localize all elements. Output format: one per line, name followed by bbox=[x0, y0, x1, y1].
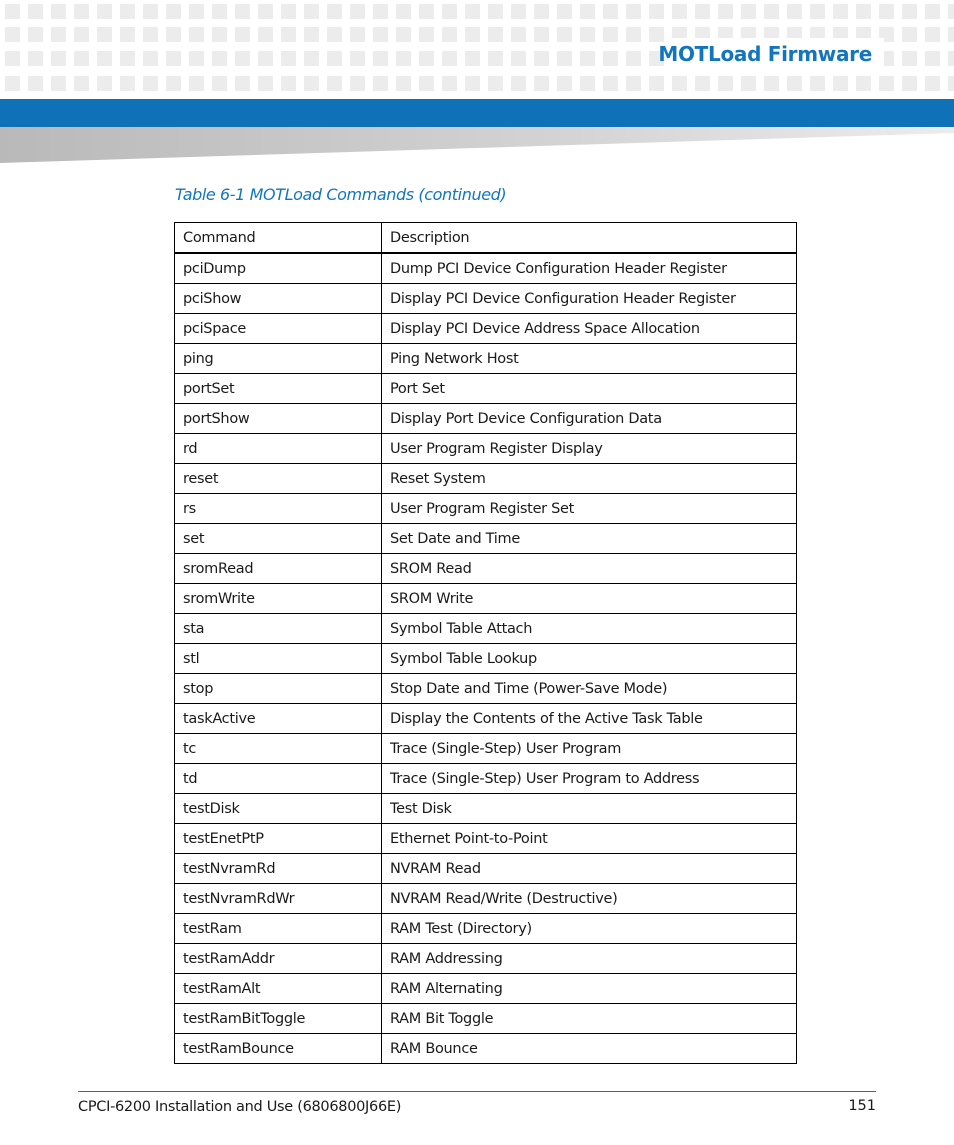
header-pattern-square bbox=[51, 76, 66, 91]
header-pattern-square bbox=[810, 4, 825, 19]
header-pattern-square bbox=[189, 4, 204, 19]
table-row bbox=[175, 614, 797, 644]
header-pattern-square bbox=[304, 27, 319, 42]
header-pattern-square bbox=[948, 51, 954, 66]
header-pattern-square bbox=[511, 27, 526, 42]
header-pattern-square bbox=[810, 76, 825, 91]
header-pattern-square bbox=[672, 4, 687, 19]
description-cell: Test Disk bbox=[382, 794, 797, 824]
header-pattern-square bbox=[281, 76, 296, 91]
header-pattern-square bbox=[212, 76, 227, 91]
description-cell: Set Date and Time bbox=[382, 524, 797, 554]
header-pattern-square bbox=[373, 4, 388, 19]
description-cell: Stop Date and Time (Power-Save Mode) bbox=[382, 674, 797, 704]
header-pattern-square bbox=[534, 27, 549, 42]
header-pattern-square bbox=[695, 76, 710, 91]
table-row bbox=[175, 464, 797, 494]
header-pattern-square bbox=[902, 76, 917, 91]
header-pattern-square bbox=[879, 4, 894, 19]
table-row bbox=[175, 794, 797, 824]
table-body bbox=[175, 253, 797, 1064]
header-pattern-square bbox=[741, 4, 756, 19]
table-row bbox=[175, 554, 797, 584]
table-row bbox=[175, 704, 797, 734]
header-pattern-square bbox=[833, 76, 848, 91]
header-pattern-square bbox=[718, 76, 733, 91]
header-pattern-square bbox=[97, 51, 112, 66]
command-cell: sta bbox=[175, 614, 382, 644]
command-cell: portSet bbox=[175, 374, 382, 404]
header-pattern-square bbox=[189, 51, 204, 66]
table-row bbox=[175, 884, 797, 914]
command-cell: sromWrite bbox=[175, 584, 382, 614]
description-cell: Symbol Table Attach bbox=[382, 614, 797, 644]
header-pattern-square bbox=[672, 76, 687, 91]
header-pattern-square bbox=[419, 4, 434, 19]
header-pattern-square bbox=[143, 27, 158, 42]
table-row bbox=[175, 314, 797, 344]
header-pattern-square bbox=[948, 4, 954, 19]
table-row bbox=[175, 974, 797, 1004]
table-row bbox=[175, 674, 797, 704]
header-pattern-square bbox=[166, 51, 181, 66]
table-header-row bbox=[175, 223, 797, 254]
header-pattern-square bbox=[350, 76, 365, 91]
description-cell: RAM Test (Directory) bbox=[382, 914, 797, 944]
header-pattern-square bbox=[465, 51, 480, 66]
table-row bbox=[175, 764, 797, 794]
header-pattern-square bbox=[419, 51, 434, 66]
header-pattern-square bbox=[557, 51, 572, 66]
command-cell: portShow bbox=[175, 404, 382, 434]
table-row bbox=[175, 824, 797, 854]
table-row bbox=[175, 1034, 797, 1064]
command-cell: testNvramRdWr bbox=[175, 884, 382, 914]
header-pattern-square bbox=[925, 4, 940, 19]
header-blue-band bbox=[0, 99, 954, 127]
header-pattern-square bbox=[74, 76, 89, 91]
table-row bbox=[175, 914, 797, 944]
header-pattern-square bbox=[396, 27, 411, 42]
table-row bbox=[175, 584, 797, 614]
header-pattern-square bbox=[350, 27, 365, 42]
table-row bbox=[175, 434, 797, 464]
header-pattern-square bbox=[120, 4, 135, 19]
header-pattern-square bbox=[97, 27, 112, 42]
command-cell: stop bbox=[175, 674, 382, 704]
header-pattern-square bbox=[948, 76, 954, 91]
header-pattern-square bbox=[534, 51, 549, 66]
header-pattern-square bbox=[212, 51, 227, 66]
table-row bbox=[175, 1004, 797, 1034]
header-pattern-square bbox=[28, 27, 43, 42]
header-pattern-square bbox=[258, 4, 273, 19]
description-cell: NVRAM Read bbox=[382, 854, 797, 884]
command-cell: testRam bbox=[175, 914, 382, 944]
header-pattern-square bbox=[28, 51, 43, 66]
description-cell: RAM Addressing bbox=[382, 944, 797, 974]
header-pattern-square bbox=[327, 4, 342, 19]
table-row bbox=[175, 944, 797, 974]
header-pattern-square bbox=[235, 51, 250, 66]
header-pattern-square bbox=[511, 4, 526, 19]
header-pattern-square bbox=[28, 4, 43, 19]
header-pattern-square bbox=[5, 4, 20, 19]
column-header-description: Description bbox=[382, 223, 797, 254]
header-pattern-square bbox=[465, 4, 480, 19]
header-gray-swoosh bbox=[0, 127, 954, 163]
header-pattern-square bbox=[580, 51, 595, 66]
header-pattern-square bbox=[419, 27, 434, 42]
command-cell: testDisk bbox=[175, 794, 382, 824]
header-pattern-square bbox=[235, 27, 250, 42]
command-cell: tc bbox=[175, 734, 382, 764]
header-pattern-square bbox=[304, 51, 319, 66]
description-cell: Ethernet Point-to-Point bbox=[382, 824, 797, 854]
header-pattern-square bbox=[902, 4, 917, 19]
command-cell: rs bbox=[175, 494, 382, 524]
header-pattern-square bbox=[97, 4, 112, 19]
header-pattern-square bbox=[442, 51, 457, 66]
header-pattern-square bbox=[603, 51, 618, 66]
header-pattern-square bbox=[327, 76, 342, 91]
header-pattern-square bbox=[580, 76, 595, 91]
table-row bbox=[175, 344, 797, 374]
command-cell: sromRead bbox=[175, 554, 382, 584]
table-row bbox=[175, 644, 797, 674]
header-pattern-square bbox=[787, 4, 802, 19]
header-pattern-square bbox=[189, 27, 204, 42]
header-pattern-square bbox=[902, 27, 917, 42]
header-pattern-square bbox=[212, 4, 227, 19]
header-pattern-square bbox=[396, 76, 411, 91]
table-caption: Table 6-1 MOTLoad Commands (continued) bbox=[175, 185, 507, 204]
header-pattern-square bbox=[189, 76, 204, 91]
header-pattern-square bbox=[603, 27, 618, 42]
table-row bbox=[175, 284, 797, 314]
table-row bbox=[175, 494, 797, 524]
header-pattern-square bbox=[304, 4, 319, 19]
header-pattern-square bbox=[74, 27, 89, 42]
header-pattern-square bbox=[580, 27, 595, 42]
command-cell: testRamBitToggle bbox=[175, 1004, 382, 1034]
header-pattern-square bbox=[373, 76, 388, 91]
header-pattern-square bbox=[488, 27, 503, 42]
command-cell: testRamBounce bbox=[175, 1034, 382, 1064]
header-pattern-square bbox=[626, 51, 641, 66]
header-pattern-square bbox=[166, 4, 181, 19]
header-pattern-square bbox=[258, 76, 273, 91]
header-pattern-square bbox=[626, 76, 641, 91]
header-pattern-square bbox=[695, 4, 710, 19]
header-pattern-square bbox=[534, 4, 549, 19]
header-pattern-square bbox=[465, 27, 480, 42]
header-pattern-square bbox=[258, 51, 273, 66]
header-pattern-square bbox=[948, 27, 954, 42]
header-pattern-square bbox=[97, 76, 112, 91]
command-cell: testRamAlt bbox=[175, 974, 382, 1004]
command-cell: pciDump bbox=[175, 253, 382, 284]
header-pattern-square bbox=[557, 4, 572, 19]
description-cell: Trace (Single-Step) User Program bbox=[382, 734, 797, 764]
table-row bbox=[175, 854, 797, 884]
column-header-command: Command bbox=[175, 223, 382, 254]
header-pattern-square bbox=[327, 51, 342, 66]
header-pattern-square bbox=[557, 27, 572, 42]
header-pattern-square bbox=[166, 76, 181, 91]
header-pattern-square bbox=[442, 76, 457, 91]
table-row bbox=[175, 374, 797, 404]
table-row bbox=[175, 404, 797, 434]
header-pattern-square bbox=[120, 27, 135, 42]
page-header-title: MOTLoad Firmware bbox=[658, 42, 872, 66]
header-pattern-square bbox=[281, 27, 296, 42]
header-pattern-square bbox=[258, 27, 273, 42]
header-pattern-square bbox=[833, 4, 848, 19]
description-cell: Symbol Table Lookup bbox=[382, 644, 797, 674]
description-cell: Display PCI Device Address Space Allocation bbox=[382, 314, 797, 344]
header-pattern-square bbox=[856, 76, 871, 91]
header-pattern-square bbox=[465, 76, 480, 91]
header-pattern-square bbox=[327, 27, 342, 42]
description-cell: Dump PCI Device Configuration Header Register bbox=[382, 253, 797, 284]
command-cell: pciSpace bbox=[175, 314, 382, 344]
header-pattern-square bbox=[764, 76, 779, 91]
header-pattern-square bbox=[281, 4, 296, 19]
description-cell: SROM Write bbox=[382, 584, 797, 614]
header-pattern-square bbox=[235, 4, 250, 19]
header-pattern-square bbox=[511, 51, 526, 66]
header-pattern-square bbox=[5, 27, 20, 42]
header-pattern-square bbox=[442, 4, 457, 19]
header-pattern-square bbox=[235, 76, 250, 91]
header-pattern-square bbox=[74, 4, 89, 19]
header-pattern-square bbox=[488, 51, 503, 66]
header-pattern-square bbox=[534, 76, 549, 91]
header-pattern-square bbox=[626, 27, 641, 42]
table-row bbox=[175, 524, 797, 554]
command-cell: set bbox=[175, 524, 382, 554]
command-cell: rd bbox=[175, 434, 382, 464]
header-pattern-square bbox=[626, 4, 641, 19]
header-pattern-square bbox=[718, 4, 733, 19]
header-pattern-square bbox=[511, 76, 526, 91]
header-pattern-square bbox=[557, 76, 572, 91]
description-cell: RAM Alternating bbox=[382, 974, 797, 1004]
header-pattern-square bbox=[120, 51, 135, 66]
command-cell: td bbox=[175, 764, 382, 794]
description-cell: Display PCI Device Configuration Header Register bbox=[382, 284, 797, 314]
command-cell: taskActive bbox=[175, 704, 382, 734]
header-pattern-square bbox=[603, 4, 618, 19]
command-cell: testEnetPtP bbox=[175, 824, 382, 854]
header-pattern-square bbox=[488, 76, 503, 91]
header-pattern-square bbox=[166, 27, 181, 42]
commands-table bbox=[174, 222, 797, 1064]
header-pattern-square bbox=[419, 76, 434, 91]
header-pattern-square bbox=[925, 51, 940, 66]
header-pattern-square bbox=[51, 51, 66, 66]
footer-document-title: CPCI-6200 Installation and Use (6806800J66E) bbox=[78, 1099, 402, 1115]
header-pattern-square bbox=[143, 51, 158, 66]
header-pattern-square bbox=[143, 4, 158, 19]
command-cell: ping bbox=[175, 344, 382, 374]
footer-rule bbox=[78, 1091, 876, 1092]
header-pattern-square bbox=[51, 4, 66, 19]
header-pattern-square bbox=[373, 27, 388, 42]
header-pattern-square bbox=[350, 51, 365, 66]
header-pattern-square bbox=[649, 27, 664, 42]
description-cell: Display Port Device Configuration Data bbox=[382, 404, 797, 434]
header-pattern-square bbox=[787, 76, 802, 91]
header-pattern-square bbox=[396, 4, 411, 19]
header-pattern-square bbox=[5, 76, 20, 91]
table-row bbox=[175, 253, 797, 284]
description-cell: Ping Network Host bbox=[382, 344, 797, 374]
header-pattern-square bbox=[373, 51, 388, 66]
header-pattern-square bbox=[879, 76, 894, 91]
header-pattern-square bbox=[764, 4, 779, 19]
description-cell: RAM Bounce bbox=[382, 1034, 797, 1064]
header-pattern-square bbox=[396, 51, 411, 66]
header-pattern-square bbox=[143, 76, 158, 91]
header-pattern-square bbox=[856, 4, 871, 19]
header-pattern-square bbox=[28, 76, 43, 91]
header-pattern-square bbox=[603, 76, 618, 91]
header-pattern-square bbox=[925, 27, 940, 42]
command-cell: pciShow bbox=[175, 284, 382, 314]
description-cell: RAM Bit Toggle bbox=[382, 1004, 797, 1034]
header-pattern-square bbox=[212, 27, 227, 42]
header-pattern-square bbox=[649, 4, 664, 19]
description-cell: Trace (Single-Step) User Program to Address bbox=[382, 764, 797, 794]
command-cell: testNvramRd bbox=[175, 854, 382, 884]
header-pattern-square bbox=[350, 4, 365, 19]
header-pattern-square bbox=[5, 51, 20, 66]
description-cell: User Program Register Set bbox=[382, 494, 797, 524]
header-pattern-square bbox=[120, 76, 135, 91]
description-cell: User Program Register Display bbox=[382, 434, 797, 464]
header-pattern-square bbox=[902, 51, 917, 66]
header-pattern-square bbox=[74, 51, 89, 66]
header-pattern-square bbox=[51, 27, 66, 42]
header-pattern-square bbox=[925, 76, 940, 91]
description-cell: NVRAM Read/Write (Destructive) bbox=[382, 884, 797, 914]
header-pattern-square bbox=[580, 4, 595, 19]
header-pattern-square bbox=[649, 76, 664, 91]
description-cell: SROM Read bbox=[382, 554, 797, 584]
description-cell: Port Set bbox=[382, 374, 797, 404]
table-row bbox=[175, 734, 797, 764]
description-cell: Display the Contents of the Active Task Table bbox=[382, 704, 797, 734]
command-cell: stl bbox=[175, 644, 382, 674]
command-cell: reset bbox=[175, 464, 382, 494]
command-cell: testRamAddr bbox=[175, 944, 382, 974]
header-pattern-square bbox=[442, 27, 457, 42]
header-pattern-square bbox=[304, 76, 319, 91]
page-number: 151 bbox=[848, 1098, 876, 1114]
description-cell: Reset System bbox=[382, 464, 797, 494]
header-pattern-square bbox=[741, 76, 756, 91]
header-pattern-square bbox=[281, 51, 296, 66]
header-pattern-square bbox=[488, 4, 503, 19]
